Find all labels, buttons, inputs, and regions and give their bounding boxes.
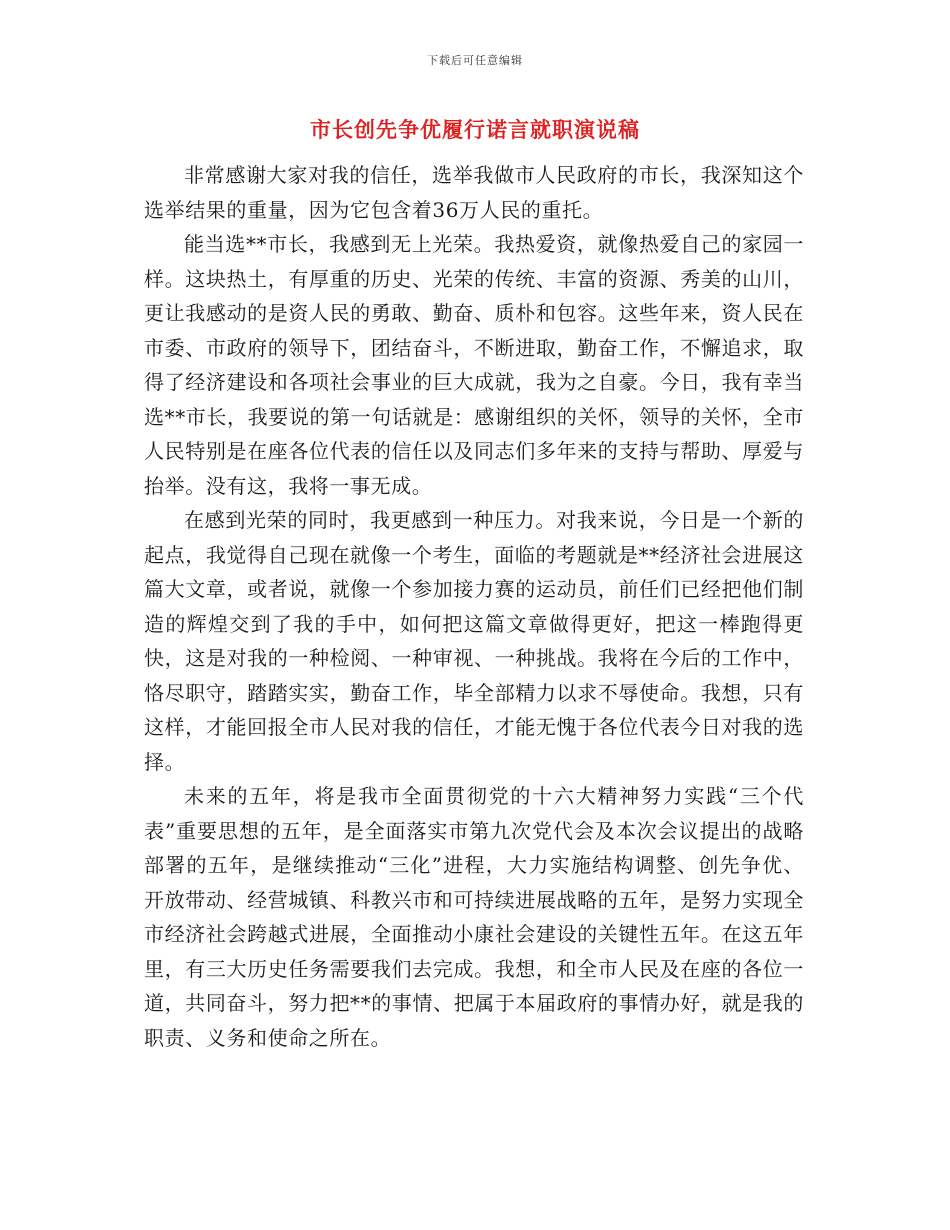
document-body — [144, 158, 804, 1055]
paragraph-1: 非常感谢大家对我的信任，选举我做市人民政府的市长，我深知这个选举结果的重量，因为它包含着36万人民的重托。 — [144, 163, 804, 222]
paragraph-4: 未来的五年，将是我市全面贯彻党的十六大精神努力实践“三个代表”重要思想的五年，是全面落实市第九次党代会及本次会议提出的战略部署的五年，是继续推动“三化”进程，大力实施结构调整、创先争优、开放带动、经营城镇、科教兴市和可持续进展战略的五年，是努力实现全市经济社会跨越式进展，全面推动小康社会建设的关键性五年。在这五年里，有三大历史任务需要我们去完成。我想，和全市人民及在座的各位一道，共同奋斗，努力把**的事情、把属于本届政府的事情办好，就是我的职责、义务和使命之所在。 — [144, 784, 804, 1050]
document-title: 市长创先争优履行诺言就职演说稿 — [310, 117, 640, 142]
header-note: 下载后可任意编辑 — [427, 54, 523, 67]
paragraph-3: 在感到光荣的同时，我更感到一种压力。对我来说，今日是一个新的起点，我觉得自己现在就像一个考生，面临的考题就是**经济社会进展这篇大文章，或者说，就像一个参加接力赛的运动员，前任们已经把他们制造的辉煌交到了我的手中，如何把这篇文章做得更好，把这一棒跑得更快，这是对我的一种检阅、一种审视、一种挑战。我将在今后的工作中，恪尽职守，踏踏实实，勤奋工作，毕全部精力以求不辱使命。我想，只有这样，才能回报全市人民对我的信任，才能无愧于各位代表今日对我的选择。 — [144, 508, 804, 774]
paragraph-2: 能当选**市长，我感到无上光荣。我热爱资，就像热爱自己的家园一样。这块热土，有厚重的历史、光荣的传统、丰富的资源、秀美的山川，更让我感动的是资人民的勇敢、勤奋、质朴和包容。这些年来，资人民在市委、市政府的领导下，团结奋斗，不断进取，勤奋工作，不懈追求，取得了经济建设和各项社会事业的巨大成就，我为之自豪。今日，我有幸当选**市长，我要说的第一句话就是：感谢组织的关怀，领导的关怀，全市人民特别是在座各位代表的信任以及同志们多年来的支持与帮助、厚爱与抬举。没有这，我将一事无成。 — [144, 232, 804, 498]
